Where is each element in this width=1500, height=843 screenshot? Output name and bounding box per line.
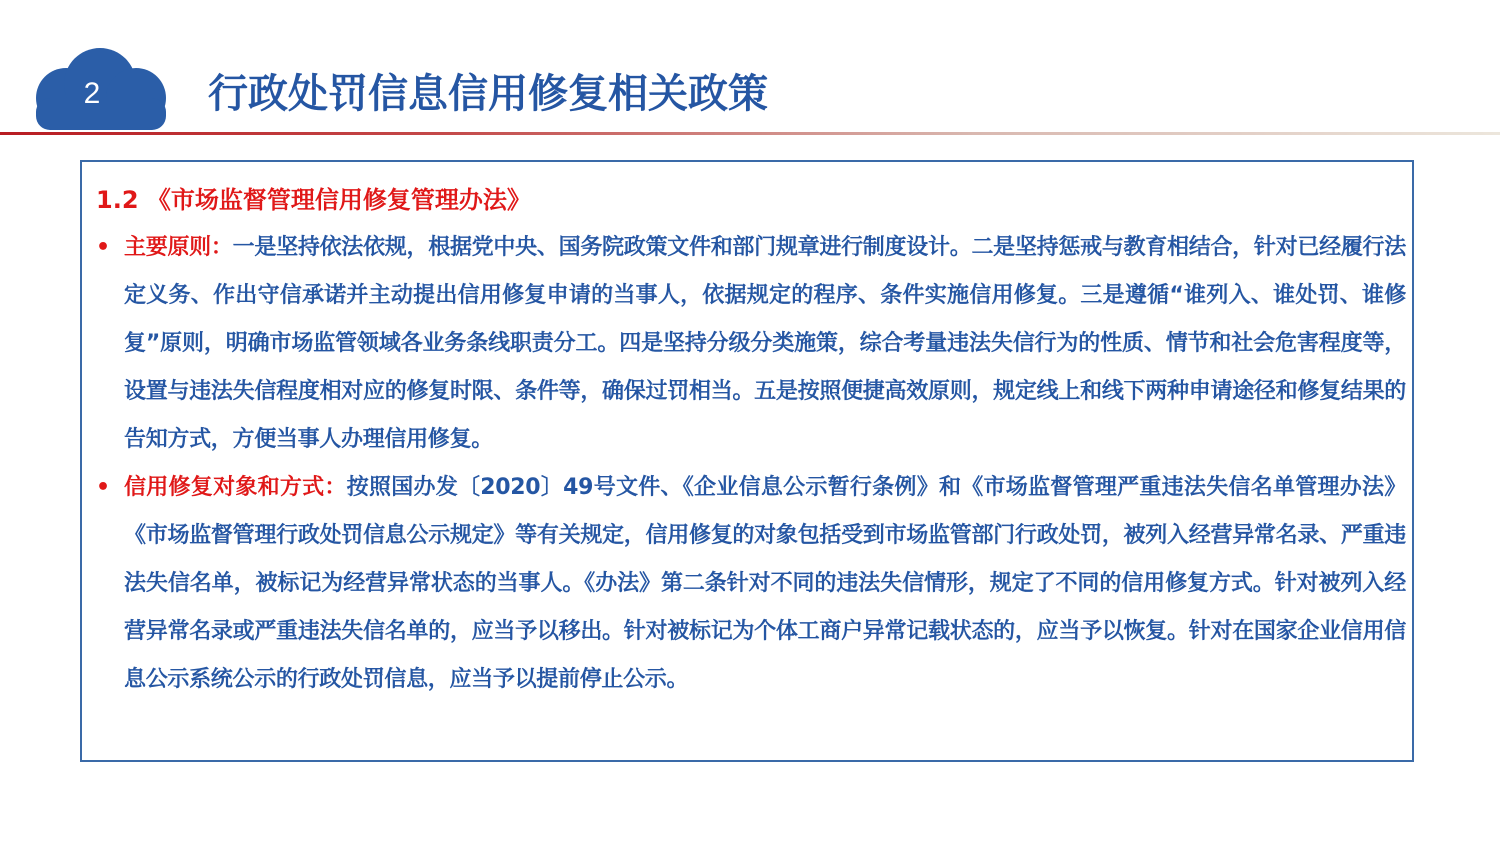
page-title: 行政处罚信息信用修复相关政策 (208, 71, 768, 117)
bullet-body: 按照国办发〔2020〕49号文件、《企业信息公示暂行条例》和《市场监督管理严重违法失信名单管理办法》《市场监督管理行政处罚信息公示规定》等有关规定，信用修复的对象包括受到市场监管部门行政处罚，被列入经营异常名录、严重违法失信名单，被标记为经营异常状态的当事人。《办法》第二条针对不同的违法失信情形，规定了不同的信用修复方式。针对被列入经营异常名录或严重违法失信名单的，应当予以移出。针对被标记为个体工商户异常记载状态的，应当予以恢复。针对在国家企业信用信息公示系统公示的行政处罚信息，应当予以提前停止公示。 (124, 475, 1406, 692)
bullet-paragraph (124, 224, 1406, 464)
bullet-label: 信用修复对象和方式： (124, 475, 347, 500)
section-number: 2 (83, 77, 101, 110)
header-divider (0, 132, 1500, 135)
bullet-repair-targets (96, 464, 1406, 704)
bullet-main-principles (96, 224, 1406, 464)
bullet-body: 一是坚持依法依规，根据党中央、国务院政策文件和部门规章进行制度设计。二是坚持惩戒与教育相结合，针对已经履行法定义务、作出守信承诺并主动提出信用修复申请的当事人，依据规定的程序、条件实施信用修复。三是遵循“谁列入、谁处罚、谁修复”原则，明确市场监管领域各业务条线职责分工。四是坚持分级分类施策，综合考量违法失信行为的性质、情节和社会危害程度等，设置与违法失信程度相对应的修复时限、条件等，确保过罚相当。五是按照便捷高效原则，规定线上和线下两种申请途径和修复结果的告知方式，方便当事人办理信用修复。 (124, 235, 1406, 452)
bullet-label: 主要原则： (124, 235, 233, 260)
bullet-paragraph (124, 464, 1406, 704)
bullet-dot: • (96, 235, 111, 260)
bullet-dot: • (96, 475, 111, 500)
section-heading: 1.2 《市场监督管理信用修复管理办法》 (96, 186, 531, 214)
